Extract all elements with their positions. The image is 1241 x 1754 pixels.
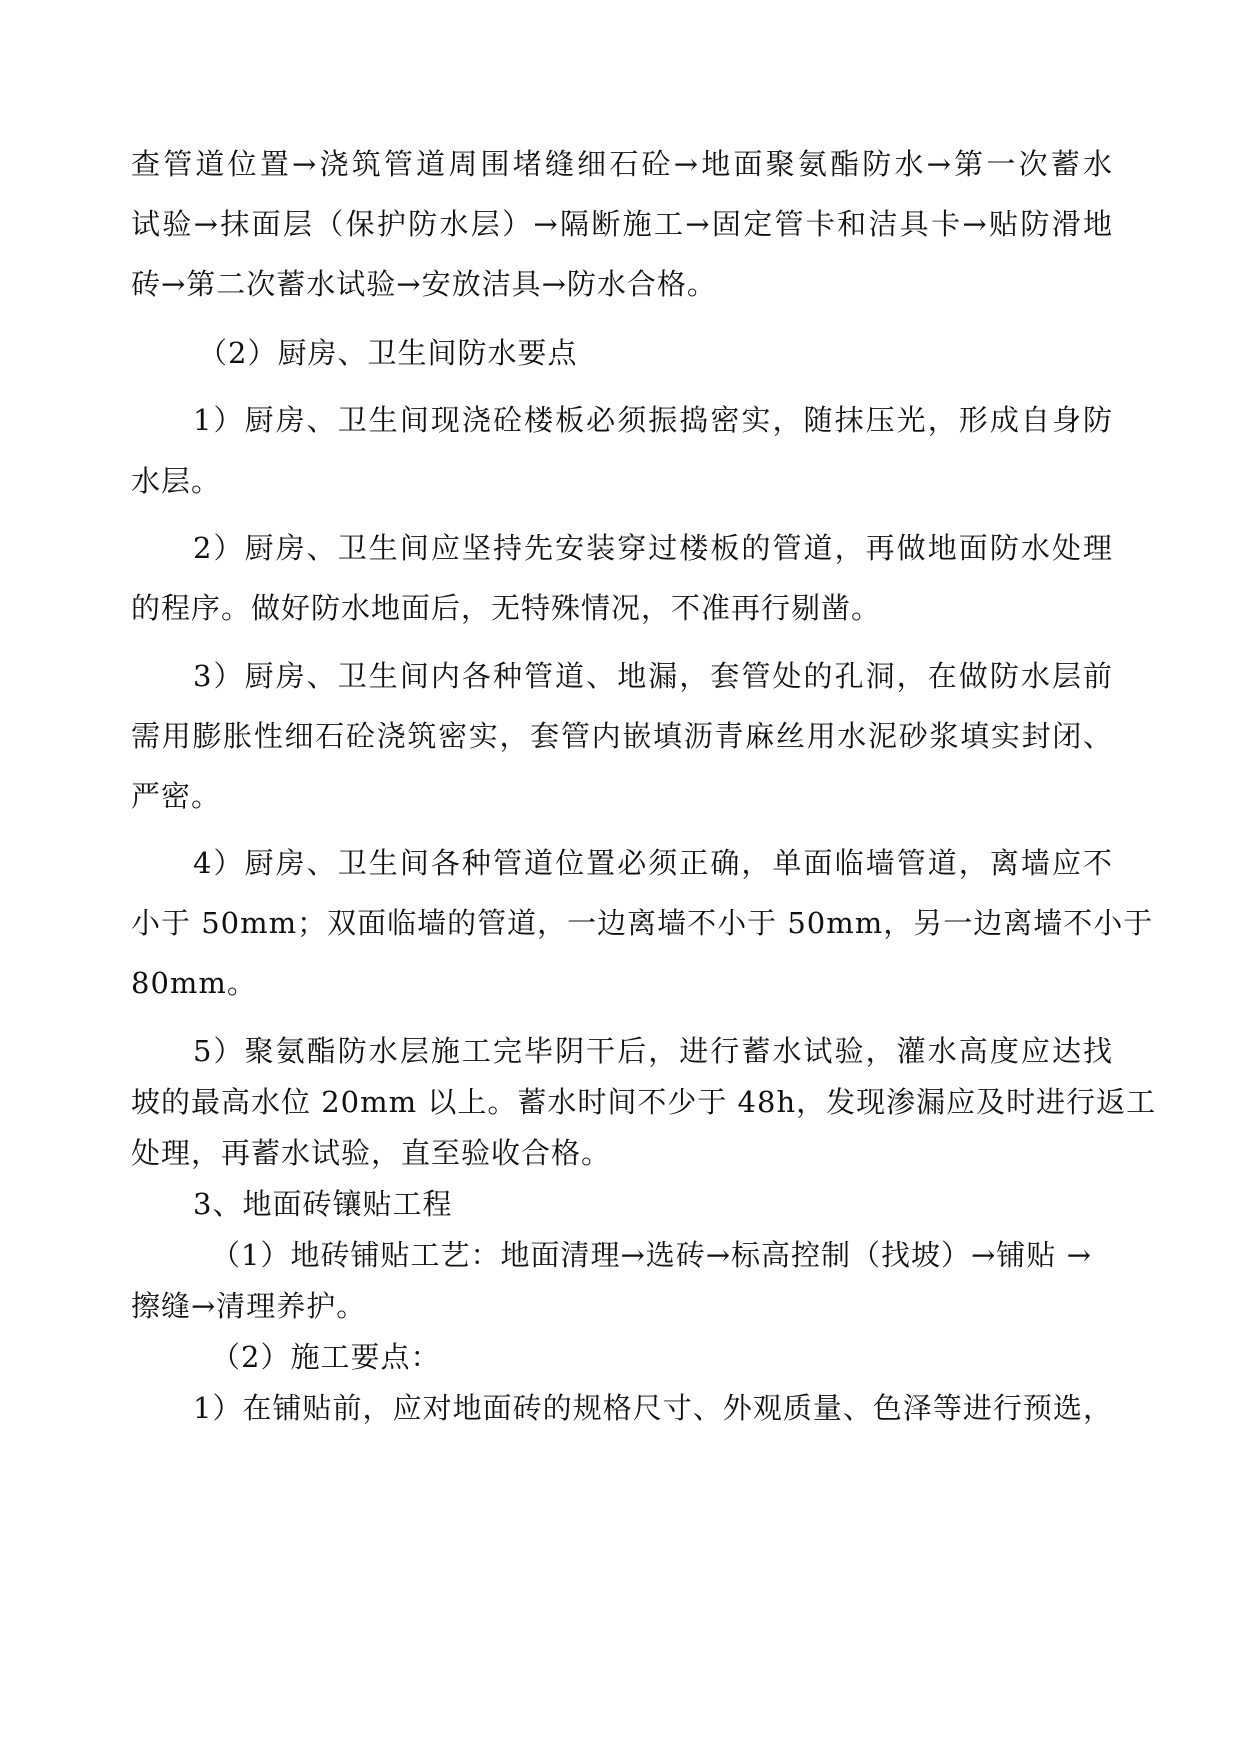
text-line: 1）在铺贴前，应对地面砖的规格尺寸、外观质量、色泽等进行预选， bbox=[193, 1391, 1113, 1425]
text-line: 处理，再蓄水试验，直至验收合格。 bbox=[131, 1136, 612, 1170]
section-heading: （2）厨房、卫生间防水要点 bbox=[198, 336, 578, 370]
text-line: 坡的最高水位 20mm 以上。蓄水时间不少于 48h，发现渗漏应及时进行返工 bbox=[131, 1085, 1157, 1119]
text-line: （1）地砖铺贴工艺：地面清理→选砖→标高控制（找坡）→铺贴 → bbox=[211, 1238, 1092, 1272]
text-line: 水层。 bbox=[131, 464, 222, 498]
text-line: 砖→第二次蓄水试验→安放洁具→防水合格。 bbox=[131, 267, 717, 301]
text-line: 4）厨房、卫生间各种管道位置必须正确，单面临墙管道，离墙应不 bbox=[193, 846, 1113, 880]
text-line: 查管道位置→浇筑管道周围堵缝细石砼→地面聚氨酯防水→第一次蓄水 bbox=[131, 147, 1113, 181]
text-line: 80mm。 bbox=[131, 966, 257, 1000]
text-line: 擦缝→清理养护。 bbox=[131, 1289, 367, 1323]
text-line: 5）聚氨酯防水层施工完毕阴干后，进行蓄水试验，灌水高度应达找 bbox=[193, 1034, 1113, 1068]
text-line: 的程序。做好防水地面后，无特殊情况，不准再行剔凿。 bbox=[131, 591, 882, 625]
text-line: 需用膨胀性细石砼浇筑密实，套管内嵌填沥青麻丝用水泥砂浆填实封闭、 bbox=[131, 719, 1113, 753]
text-line: 严密。 bbox=[131, 779, 222, 813]
text-line: 试验→抹面层（保护防水层）→隔断施工→固定管卡和洁具卡→贴防滑地 bbox=[131, 207, 1113, 241]
text-line: 3）厨房、卫生间内各种管道、地漏，套管处的孔洞，在做防水层前 bbox=[193, 659, 1113, 693]
section-heading: 3、地面砖镶贴工程 bbox=[193, 1187, 453, 1221]
text-line: 小于 50mm；双面临墙的管道，一边离墙不小于 50mm，另一边离墙不小于 bbox=[131, 906, 1154, 940]
text-line: 2）厨房、卫生间应坚持先安装穿过楼板的管道，再做地面防水处理 bbox=[193, 531, 1113, 565]
section-heading: （2）施工要点： bbox=[211, 1340, 441, 1374]
text-line: 1）厨房、卫生间现浇砼楼板必须振捣密实，随抹压光，形成自身防 bbox=[193, 403, 1113, 437]
